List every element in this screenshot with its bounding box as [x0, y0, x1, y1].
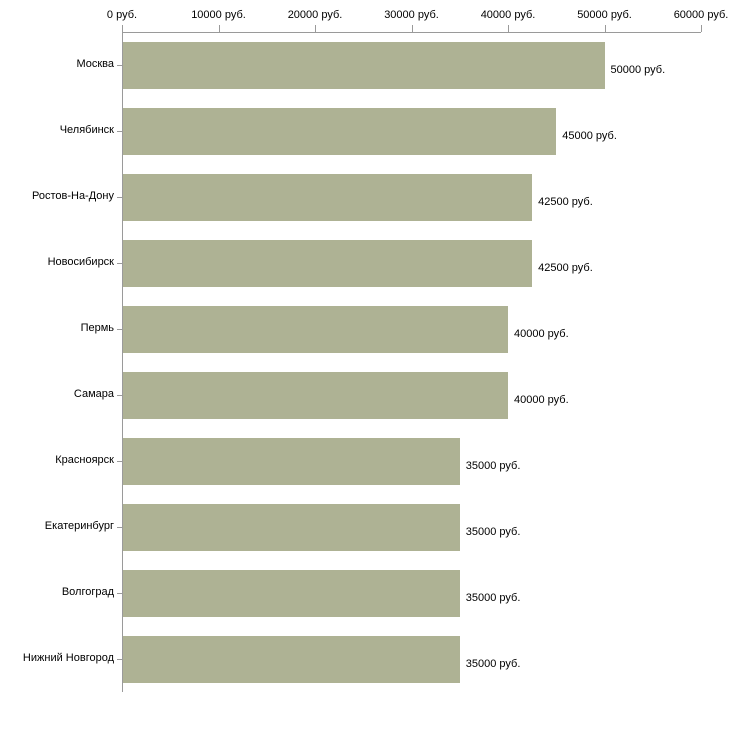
category-label-text: Москва: [76, 58, 114, 70]
x-axis-tick-label: 10000 руб.: [191, 9, 246, 21]
bar[interactable]: [123, 372, 508, 419]
bar-value-label: 35000 руб.: [465, 460, 521, 472]
category-label-text: Самара: [73, 388, 114, 400]
bar[interactable]: [123, 636, 460, 683]
y-axis-category-label: [0, 322, 114, 336]
y-axis-category-label: [0, 190, 114, 204]
category-label-text: Красноярск: [55, 454, 114, 466]
bar[interactable]: [123, 108, 556, 155]
bar[interactable]: [123, 174, 532, 221]
y-axis-category-label: [0, 124, 114, 138]
bar-value-label: 35000 руб.: [465, 526, 521, 538]
x-axis-line: [122, 32, 701, 33]
x-axis-tick: [219, 25, 220, 32]
x-axis-tick: [508, 25, 509, 32]
x-axis-tick-label: 30000 руб.: [384, 9, 439, 21]
x-axis-tick: [701, 25, 702, 32]
bar-value-label: 40000 руб.: [514, 328, 569, 340]
bar[interactable]: [123, 42, 605, 89]
x-axis-tick-label: 40000 руб.: [480, 9, 536, 21]
x-axis-tick-label: 50000 руб.: [577, 9, 632, 21]
bar[interactable]: [123, 438, 460, 485]
bar-value-label: 45000 руб.: [562, 130, 617, 142]
x-axis-tick: [315, 25, 316, 32]
bar[interactable]: [123, 306, 508, 353]
y-axis-category-label: [0, 256, 114, 270]
y-axis-category-label: [0, 586, 114, 600]
x-axis-tick: [412, 25, 413, 32]
x-axis-tick-label: 20000 руб.: [287, 9, 343, 21]
y-axis-category-label: [0, 388, 114, 402]
category-label-text: Новосибирск: [47, 256, 114, 268]
x-axis-tick-label: 0 руб.: [106, 9, 138, 21]
bar-value-label: 35000 руб.: [465, 658, 521, 670]
bar-value-label: 40000 руб.: [514, 394, 569, 406]
bar-value-label: 42500 руб.: [538, 196, 593, 208]
x-axis-tick: [122, 25, 123, 32]
y-axis-category-label: [0, 520, 114, 534]
bar[interactable]: [123, 504, 460, 551]
x-axis-tick-label: 60000 руб.: [673, 9, 729, 21]
category-label-text: Екатеринбург: [44, 520, 114, 532]
bar-value-label: 35000 руб.: [465, 592, 521, 604]
bar[interactable]: [123, 570, 460, 617]
y-axis-category-label: [0, 454, 114, 468]
y-axis-category-label: [0, 58, 114, 72]
y-axis-category-label: [0, 652, 114, 666]
bar-value-label: 42500 руб.: [538, 262, 593, 274]
x-axis-tick: [605, 25, 606, 32]
bar[interactable]: [123, 240, 532, 287]
category-label-text: Нижний Новгород: [22, 652, 114, 664]
category-label-text: Пермь: [80, 322, 114, 334]
category-label-text: Ростов-На-Дону: [31, 190, 114, 202]
bar-value-label: 50000 руб.: [610, 64, 666, 76]
category-label-text: Волгоград: [61, 586, 114, 598]
category-label-text: Челябинск: [59, 124, 114, 136]
